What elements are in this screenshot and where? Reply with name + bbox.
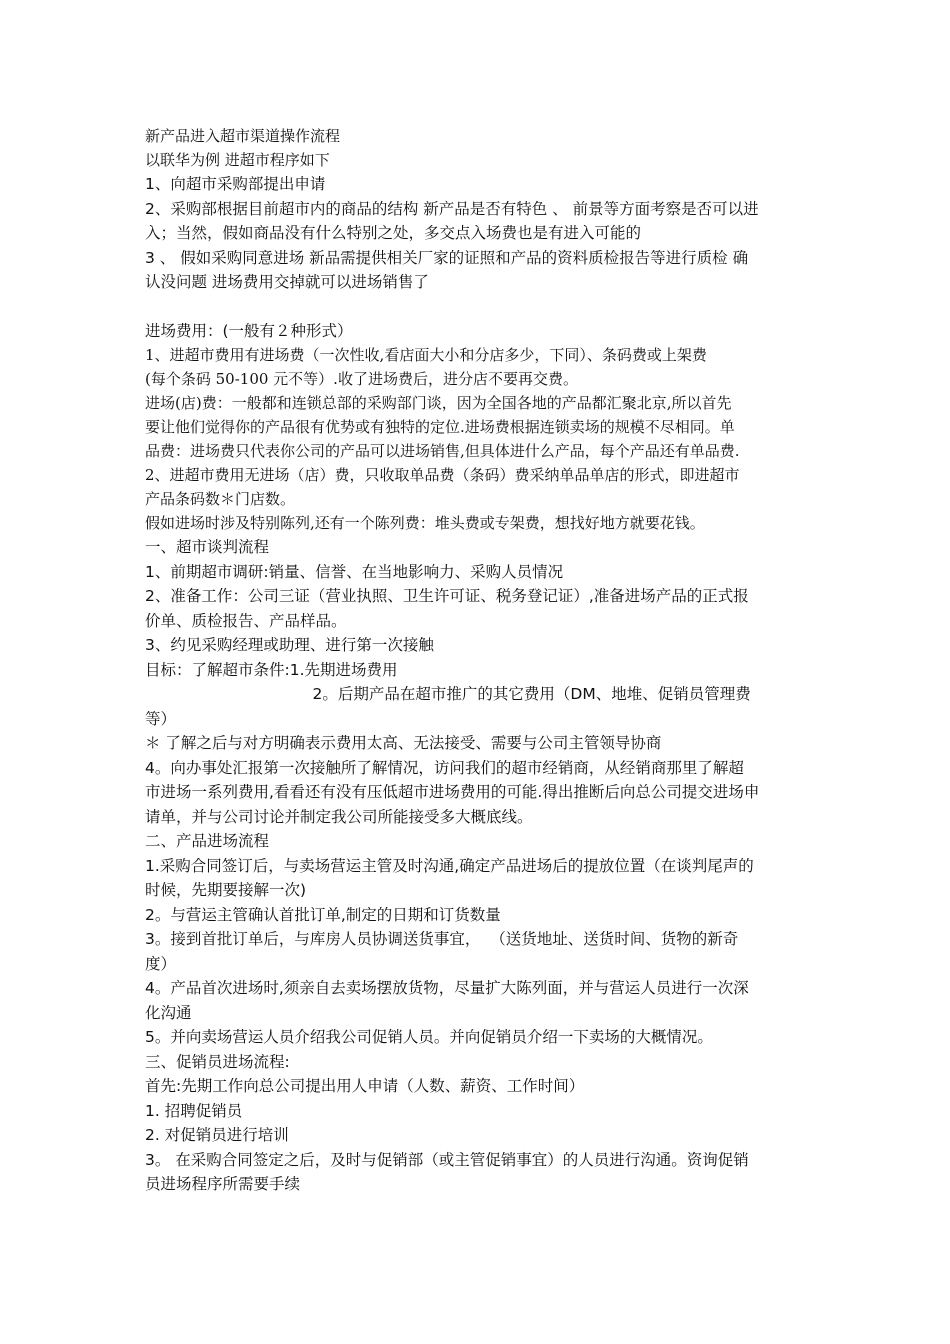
text-line: 1.采购合同签订后，与卖场营运主管及时沟通,确定产品进场后的提放位置（在谈判尾声的 [145, 856, 754, 875]
text-line: (每个条码 50-100 元不等）.收了进场费后，进分店不要再交费。 [145, 370, 578, 388]
text-line: 首先:先期工作向总公司提出用人申请（人数、薪资、工作时间） [145, 1077, 585, 1095]
text-line: ＊ 了解之后与对方明确表示费用太高、无法接受、需要与公司主管领导协商 [145, 734, 662, 752]
section-heading-fees: 进场费用：(一般有２种形式） [145, 321, 353, 340]
text-line: 市进场一系列费用,看看还有没有压低超市进场费用的可能.得出推断后向总公司提交进场申 [145, 783, 760, 801]
text-line: 度） [145, 954, 177, 973]
text-line: 进场(店)费：一般都和连锁总部的采购部门谈，因为全国各地的产品都汇聚北京,所以首先 [145, 394, 732, 412]
text-line: 入；当然，假如商品没有什么特别之处，多交点入场费也是有进入可能的 [145, 224, 642, 242]
text-line: 品费：进场费只代表你公司的产品可以进场销售,但具体进什么产品，每个产品还有单品费. [145, 442, 740, 460]
text-line: 1、前期超市调研:销量、信誉、在当地影响力、采购人员情况 [145, 562, 564, 581]
text-line: 1. 招聘促销员 [145, 1101, 243, 1120]
text-line: 4。向办事处汇报第一次接触所了解情况，访问我们的超市经销商，从经销商那里了解超 [145, 758, 744, 777]
text-line: 化沟通 [145, 1003, 192, 1022]
text-line: 要让他们觉得你的产品很有优势或有独特的定位.进场费根据连锁卖场的规模不尽相同。单 [145, 418, 735, 436]
text-line: 3。 在采购合同签定之后，及时与促销部（或主管促销事宜）的人员进行沟通。资询促销 [145, 1150, 749, 1169]
text-line: 1、进超市费用有进场费（一次性收,看店面大小和分店多少，下同）、条码费或上架费 [145, 346, 707, 364]
text-line: 3 、 假如采购同意进场 新品需提供相关厂家的证照和产品的资料质检报告等进行质检 确 [145, 248, 749, 267]
text-line: 时候，先期要接解一次) [145, 881, 307, 899]
text-line: 请单，并与公司讨论并制定我公司所能接受多大概底线。 [145, 807, 533, 826]
text-line: 3、约见采购经理或助理、进行第一次接触 [145, 636, 434, 654]
text-line: 等） [145, 709, 177, 728]
blank-line [145, 295, 813, 319]
section-heading-promoters: 三、促销员进场流程: [145, 1052, 290, 1071]
text-line: 2、进超市费用无进场（店）费，只收取单品费（条码）费采纳单品单店的形式，即进超市 [145, 466, 740, 484]
text-line: 2。与营运主管确认首批订单,制定的日期和订货数量 [145, 905, 501, 924]
text-line: 1、向超市采购部提出申请 [145, 175, 326, 193]
text-line: 4。产品首次进场时,须亲自去卖场摆放货物，尽量扩大陈列面，并与营运人员进行一次深 [145, 979, 749, 997]
text-line-indented: 2。后期产品在超市推广的其它费用（DM、地堆、促销员管理费 [145, 685, 751, 703]
text-line: 产品条码数＊门店数。 [145, 490, 296, 508]
text-line: 2、采购部根据目前超市内的商品的结构 新产品是否有特色 、 前景等方面考察是否可以进 [145, 199, 759, 218]
document-title: 新产品进入超市渠道操作流程 [145, 127, 341, 145]
text-line: 员进场程序所需要手续 [145, 1175, 301, 1193]
text-line: 认没问题 进场费用交掉就可以进场销售了 [145, 273, 429, 291]
text-line: 目标：了解超市条件:1.先期进场费用 [145, 660, 398, 679]
document-body [145, 124, 813, 1197]
section-heading-negotiation: 一、超市谈判流程 [145, 538, 270, 556]
text-line: 3。接到首批订单后，与库房人员协调送货事宜， （送货地址、送货时间、货物的新奇 [145, 930, 739, 948]
text-line: 假如进场时涉及特别陈列,还有一个陈列费：堆头费或专架费，想找好地方就要花钱。 [145, 514, 705, 532]
section-heading-entry: 二、产品进场流程 [145, 832, 270, 850]
text-line: 2. 对促销员进行培训 [145, 1126, 289, 1144]
text-line: 5。并向卖场营运人员介绍我公司促销人员。并向促销员介绍一下卖场的大概情况。 [145, 1028, 713, 1046]
text-line: 价单、质检报告、产品样品。 [145, 611, 347, 630]
text-line: 以联华为例 进超市程序如下 [145, 151, 330, 169]
text-line: 2、准备工作：公司三证（营业执照、卫生许可证、税务登记证）,准备进场产品的正式报 [145, 587, 749, 605]
